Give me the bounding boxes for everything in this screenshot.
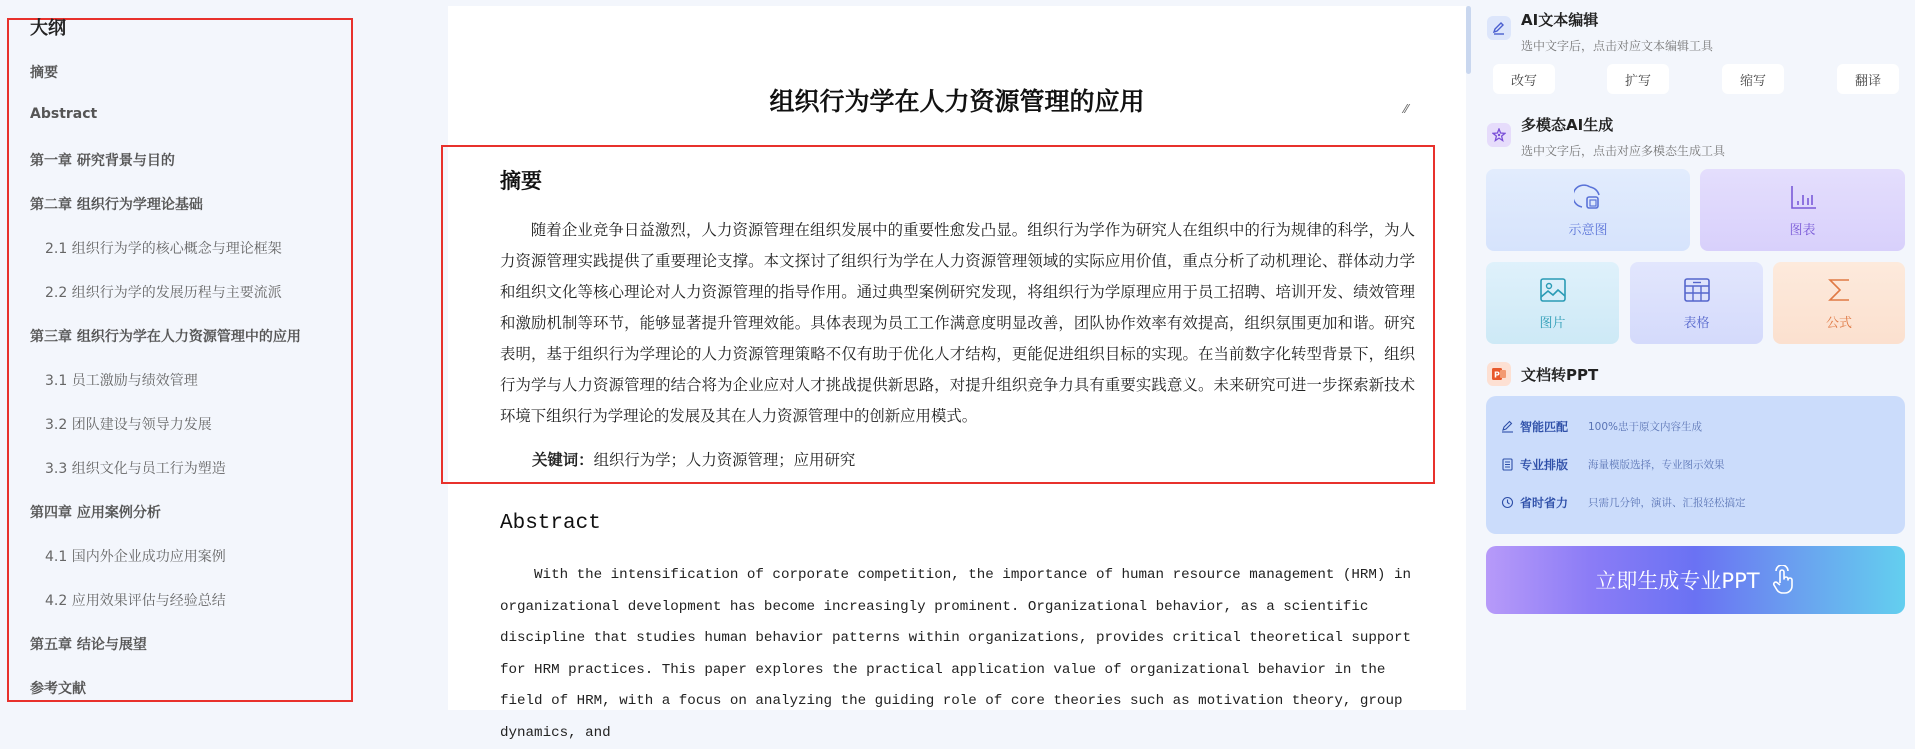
translate-button[interactable]: 翻译 xyxy=(1837,64,1899,94)
formula-tile[interactable] xyxy=(1773,262,1905,344)
outline-item-abstract-en[interactable]: Abstract xyxy=(30,106,98,122)
table-icon xyxy=(1683,276,1711,304)
pointer-hand-icon xyxy=(1770,565,1796,595)
outline-item-4-1[interactable]: 4.1 国内外企业成功应用案例 xyxy=(45,549,226,565)
outline-panel xyxy=(0,0,440,710)
abstract-en-heading: Abstract xyxy=(500,512,601,535)
generate-ppt-label: 立即生成专业PPT xyxy=(1595,569,1760,593)
text-edit-title: AI文本编辑 xyxy=(1521,11,1599,29)
feature-key: 省时省力 xyxy=(1520,496,1569,510)
abstract-en-body[interactable]: With the intensification of corporate competition, the importance of human resource management (HRM) in organizational development has become increasingly prominent. Organizational behavior, as a scientific discipline that studies human behavior patterns within organizations, provides critical theoretical support for HRM practices. This paper explores the practical application value of organizational behavior in the field of HRM, with a focus on analyzing the guiding role of core theories such as motivation theory, group dynamics, and xyxy=(500,567,1411,741)
chart-tile[interactable] xyxy=(1700,169,1905,251)
outline-item-4-2[interactable]: 4.2 应用效果评估与经验总结 xyxy=(45,593,226,609)
pencil-icon xyxy=(1501,420,1514,433)
table-tile[interactable] xyxy=(1630,262,1763,344)
outline-item-abstract-cn[interactable]: 摘要 xyxy=(30,65,58,81)
doc-to-ppt-title: 文档转PPT xyxy=(1521,366,1599,384)
outline-item-3-2[interactable]: 3.2 团队建设与领导力发展 xyxy=(45,417,212,433)
image-label: 图片 xyxy=(1539,315,1566,331)
outline-item-chapter-4[interactable]: 第四章 应用案例分析 xyxy=(30,505,161,521)
diagram-icon xyxy=(1574,183,1602,211)
outline-item-references[interactable]: 参考文献 xyxy=(30,681,86,697)
outline-item-chapter-3[interactable]: 第三章 组织行为学在人力资源管理中的应用 xyxy=(30,329,301,345)
keywords-line[interactable] xyxy=(532,448,855,470)
image-tile[interactable] xyxy=(1486,262,1619,344)
resize-handle-icon[interactable]: ⁄⁄ xyxy=(1404,102,1409,116)
text-edit-subtitle: 选中文字后，点击对应文本编辑工具 xyxy=(1521,39,1714,53)
chart-label: 图表 xyxy=(1789,222,1816,238)
outline-item-chapter-5[interactable]: 第五章 结论与展望 xyxy=(30,637,147,653)
condense-button[interactable]: 缩写 xyxy=(1722,64,1784,94)
multimodal-title: 多模态AI生成 xyxy=(1521,116,1614,134)
feature-key: 智能匹配 xyxy=(1520,420,1569,434)
document-title[interactable]: 组织行为学在人力资源管理的应用 xyxy=(769,87,1145,116)
abstract-cn-heading: 摘要 xyxy=(500,168,542,193)
multimodal-subtitle: 选中文字后，点击对应多模态生成工具 xyxy=(1521,144,1726,158)
diagram-tile[interactable] xyxy=(1486,169,1690,251)
outline-title: 大纲 xyxy=(30,18,66,39)
feature-value: 海量模版选择，专业图示效果 xyxy=(1588,459,1725,471)
feature-value: 只需几分钟，演讲、汇报轻松搞定 xyxy=(1588,497,1746,509)
feature-smart-match xyxy=(1501,418,1702,435)
rewrite-button[interactable]: 改写 xyxy=(1493,64,1555,94)
powerpoint-icon xyxy=(1487,362,1511,386)
document-icon xyxy=(1501,458,1514,471)
pencil-icon xyxy=(1487,16,1511,40)
bar-chart-icon xyxy=(1789,183,1817,211)
ppt-features-card xyxy=(1486,396,1905,534)
sigma-icon xyxy=(1825,276,1853,304)
expand-button[interactable]: 扩写 xyxy=(1607,64,1669,94)
keywords-value: 组织行为学；人力资源管理；应用研究 xyxy=(593,451,856,469)
abstract-cn-body[interactable]: 随着企业竞争日益激烈，人力资源管理在组织发展中的重要性愈发凸显。组织行为学作为研究人在组织中的行为规律的科学，为人力资源管理实践提供了重要理论支撑。本文探讨了组织行为学在人力资源管理领域的实际应用价值，重点分析了动机理论、群体动力学和组织文化等核心理论对人力资源管理的指导作用。通过典型案例研究发现，将组织行为学原理应用于员工招聘、培训开发、绩效管理和激励机制等环节，能够显著提升管理效能。具体表现为员工工作满意度明显改善，团队协作效率有效提高，组织氛围更加和谐。研究表明，基于组织行为学理论的人力资源管理策略不仅有助于优化人才结构，更能促进组织目标的实现。在当前数字化转型背景下，组织行为学与人力资源管理的结合将为企业应对人才挑战提供新思路，对提升组织竞争力具有重要实践意义。未来研究可进一步探索新技术环境下组织行为学理论的发展及其在人力资源管理中的创新应用模式。 xyxy=(500,221,1415,425)
clock-icon xyxy=(1501,496,1514,509)
feature-time-saving xyxy=(1501,494,1746,511)
feature-key: 专业排版 xyxy=(1520,458,1569,472)
diagram-label: 示意图 xyxy=(1568,222,1608,238)
outline-item-2-1[interactable]: 2.1 组织行为学的核心概念与理论框架 xyxy=(45,241,282,257)
document-scrollbar[interactable] xyxy=(1466,6,1471,74)
feature-value: 100%忠于原文内容生成 xyxy=(1588,421,1703,433)
outline-item-chapter-1[interactable]: 第一章 研究背景与目的 xyxy=(30,153,175,169)
keywords-label: 关键词： xyxy=(532,451,594,469)
outline-item-3-1[interactable]: 3.1 员工激励与绩效管理 xyxy=(45,373,198,389)
table-label: 表格 xyxy=(1683,315,1710,331)
svg-text:P: P xyxy=(1494,370,1500,380)
sparkle-star-icon xyxy=(1487,123,1511,147)
generate-ppt-button[interactable] xyxy=(1486,546,1905,614)
image-icon xyxy=(1539,276,1567,304)
outline-item-3-3[interactable]: 3.3 组织文化与员工行为塑造 xyxy=(45,461,226,477)
feature-pro-layout xyxy=(1501,456,1725,473)
formula-label: 公式 xyxy=(1825,315,1852,331)
outline-item-chapter-2[interactable]: 第二章 组织行为学理论基础 xyxy=(30,197,203,213)
outline-item-2-2[interactable]: 2.2 组织行为学的发展历程与主要流派 xyxy=(45,285,282,301)
